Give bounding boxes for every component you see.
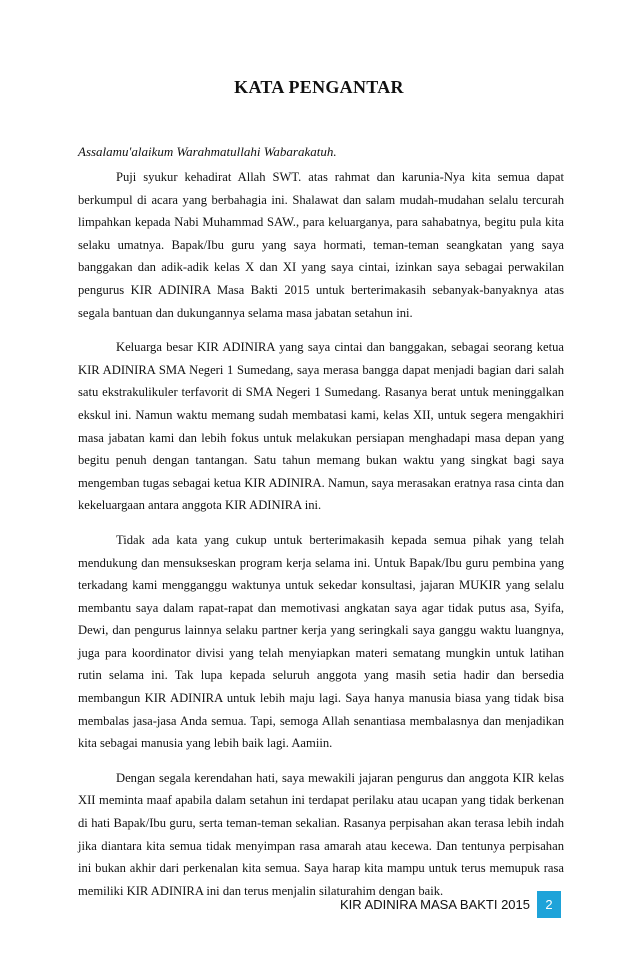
footer-label: KIR ADINIRA MASA BAKTI 2015 (339, 897, 530, 912)
paragraph-1: Puji syukur kehadirat Allah SWT. atas rahmat dan karunia-Nya kita semua dapat berkumpul di acara yang berbahagia ini. Shalawat dan salam mudah-mudahan selalu tercurah limpahkan kepada Nabi Muhammad SAW., para keluarganya, para sahabatnya, begitu pula kita selaku umatnya. Bapak/Ibu guru yang saya hormati, teman-teman seangkatan yang saya banggakan dan adik-adik kelas X dan XI yang saya cintai, izinkan saya sebagai perwakilan pengurus KIR ADINIRA Masa Bakti 2015 untuk berterimakasih sebanyak-banyaknya atas segala bantuan dan dukungannya selama masa jabatan setahun ini. (78, 170, 564, 320)
paragraph-4: Dengan segala kerendahan hati, saya mewakili jajaran pengurus dan anggota KIR kelas XII meminta maaf apabila dalam setahun ini terdapat perilaku atau ucapan yang tidak berkenan di hati Bapak/Ibu guru, serta teman-teman sekalian. Rasanya perpisahan akan terasa lebih indah jika diantara kita semua tidak menyimpan rasa amarah atau kecewa. Dan tentunya perpisahan ini bukan akhir dari perkenalan kita semua. Saya harap kita mampu untuk terus memupuk rasa memiliki KIR ADINIRA ini dan terus menjalin silaturahim dengan baik. (78, 770, 564, 898)
greeting-line: Assalamu'alaikum Warahmatullahi Wabarakatuh. (78, 144, 337, 159)
page-number-badge: 2 (537, 891, 561, 918)
paragraph-2: Keluarga besar KIR ADINIRA yang saya cintai dan banggakan, sebagai seorang ketua KIR ADINIRA SMA Negeri 1 Sumedang, saya merasa bangga dapat menjadi bagian dari salah satu ekstrakulikuler terfavorit di SMA Negeri 1 Sumedang. Rasanya berat untuk meninggalkan ekskul ini. Namun waktu memang sudah membatasi kami, kelas XII, untuk segera mengakhiri masa jabatan kami dan lebih fokus untuk melakukan persiapan menghadapi masa depan yang begitu penuh dengan tantangan. Satu tahun memang bukan waktu yang singkat bagi saya mengemban tugas sebagai ketua KIR ADINIRA. Namun, saya merasakan eratnya rasa cinta dan kekeluargaan antara anggota KIR ADINIRA ini. (78, 340, 564, 513)
body-text (78, 166, 564, 914)
paragraph-3: Tidak ada kata yang cukup untuk berterimakasih kepada semua pihak yang telah mendukung dan mensukseskan program kerja selama ini. Untuk Bapak/Ibu guru pembina yang terkadang kami mengganggu waktunya untuk sekedar konsultasi, jajaran MUKIR yang selalu membantu saya dalam rapat-rapat dan memotivasi angkatan saya agar tidak putus asa, Syifa, Dewi, dan pengurus lainnya selaku partner kerja yang seringkali saya ganggu waktu luangnya, juga para koordinator divisi yang telah menyiapkan materi sematang mungkin untuk latihan rutin selama ini. Tak lupa kepada seluruh anggota yang masih setia hadir dan bersedia membangun KIR ADINIRA untuk lebih maju lagi. Saya hanya manusia biasa yang tidak bisa membalas jasa-jasa Anda semua. Tapi, semoga Allah senantiasa membalasnya dan menjadikan kita sebagai manusia yang lebih baik lagi. Aamiin. (78, 532, 564, 751)
page-title: KATA PENGANTAR (234, 77, 404, 97)
